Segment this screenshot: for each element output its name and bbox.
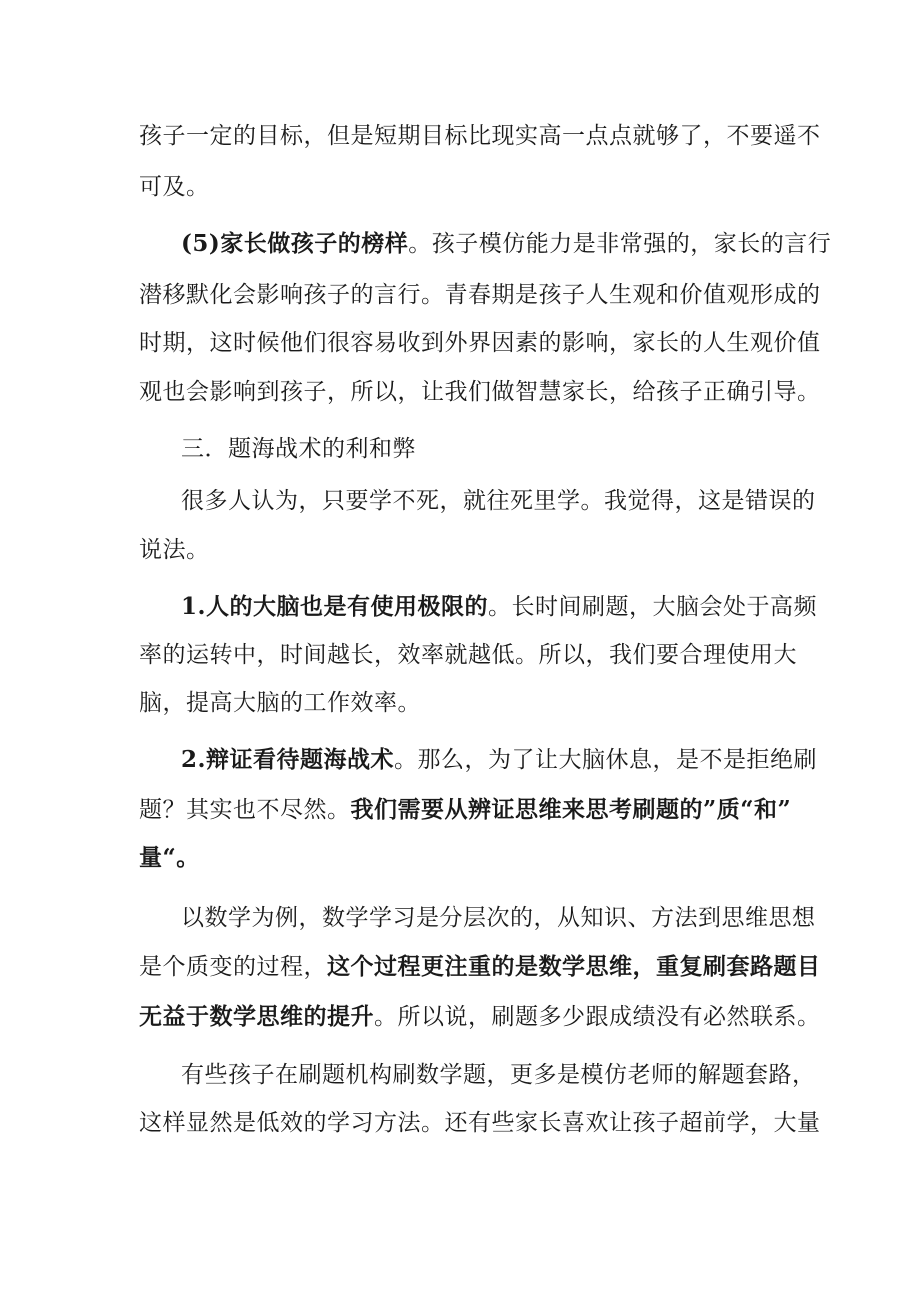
paragraph-line	[181, 486, 816, 516]
paragraph-line	[181, 229, 831, 259]
text: 。孩子模仿能力是非常强的，家长的言行	[408, 231, 832, 257]
paragraph-line	[139, 795, 791, 825]
text: 说法。	[139, 537, 210, 563]
paragraph-line	[181, 903, 816, 933]
text: 这样显然是低效的学习方法。还有些家长喜欢让孩子超前学，大量	[139, 1110, 821, 1136]
text: 观也会影响到孩子，所以，让我们做智慧家长，给孩子正确引导。	[139, 379, 821, 405]
paragraph-line	[139, 1002, 821, 1032]
paragraph-line	[181, 1060, 816, 1090]
text: 很多人认为，只要学不死，就往死里学。我觉得，这是错误的	[181, 488, 816, 514]
paragraph-line	[139, 688, 421, 718]
text: 以数学为例，数学学习是分层次的，从知识、方法到思维思想	[181, 905, 816, 931]
text: 时期，这时候他们很容易收到外界因素的影响，家长的人生观价值	[139, 330, 821, 356]
paragraph-line	[139, 172, 210, 202]
paragraph-line	[139, 121, 821, 151]
paragraph-line	[139, 328, 821, 358]
paragraph-line	[181, 592, 817, 622]
paragraph-line	[139, 1108, 821, 1138]
paragraph-line	[139, 535, 210, 565]
text: 孩子一定的目标，但是短期目标比现实高一点点就够了，不要遥不	[139, 123, 821, 149]
bold-text: 1.人的大脑也是有使用极限的	[181, 593, 489, 620]
bold-text: 无益于数学思维的提升	[139, 1003, 374, 1030]
paragraph-line	[139, 843, 200, 873]
text: 。长时间刷题，大脑会处于高频	[488, 594, 818, 620]
text: 潜移默化会影响孩子的言行。青春期是孩子人生观和价值观形成的	[139, 282, 821, 308]
bold-text: 我们需要从辨证思维来思考刷题的”质“和”	[350, 796, 792, 823]
text: 可及。	[139, 174, 210, 200]
bold-text: (5)家长做孩子的榜样	[181, 230, 409, 257]
text: 。那么，为了让大脑休息，是不是拒绝刷	[394, 747, 818, 773]
paragraph-line	[139, 280, 821, 310]
text: 率的运转中，时间越长，效率就越低。所以，我们要合理使用大	[139, 642, 797, 668]
paragraph-line	[181, 745, 817, 775]
bold-text: 这个过程更注重的是数学思维，重复刷套路题目	[327, 953, 821, 980]
section-heading	[181, 434, 416, 464]
paragraph-line	[139, 640, 797, 670]
paragraph-line	[139, 377, 821, 407]
text: 题？其实也不尽然。	[139, 797, 351, 823]
text: 脑，提高大脑的工作效率。	[139, 690, 421, 716]
bold-text: 量“。	[139, 844, 200, 871]
text: 有些孩子在刷题机构刷数学题，更多是模仿老师的解题套路，	[181, 1062, 816, 1088]
text: 是个质变的过程，	[139, 954, 327, 980]
text: 。所以说，刷题多少跟成绩没有必然联系。	[374, 1004, 821, 1030]
bold-text: 2.辩证看待题海战术	[181, 746, 395, 773]
heading-text: 三．题海战术的利和弊	[181, 436, 416, 462]
paragraph-line	[139, 952, 821, 982]
